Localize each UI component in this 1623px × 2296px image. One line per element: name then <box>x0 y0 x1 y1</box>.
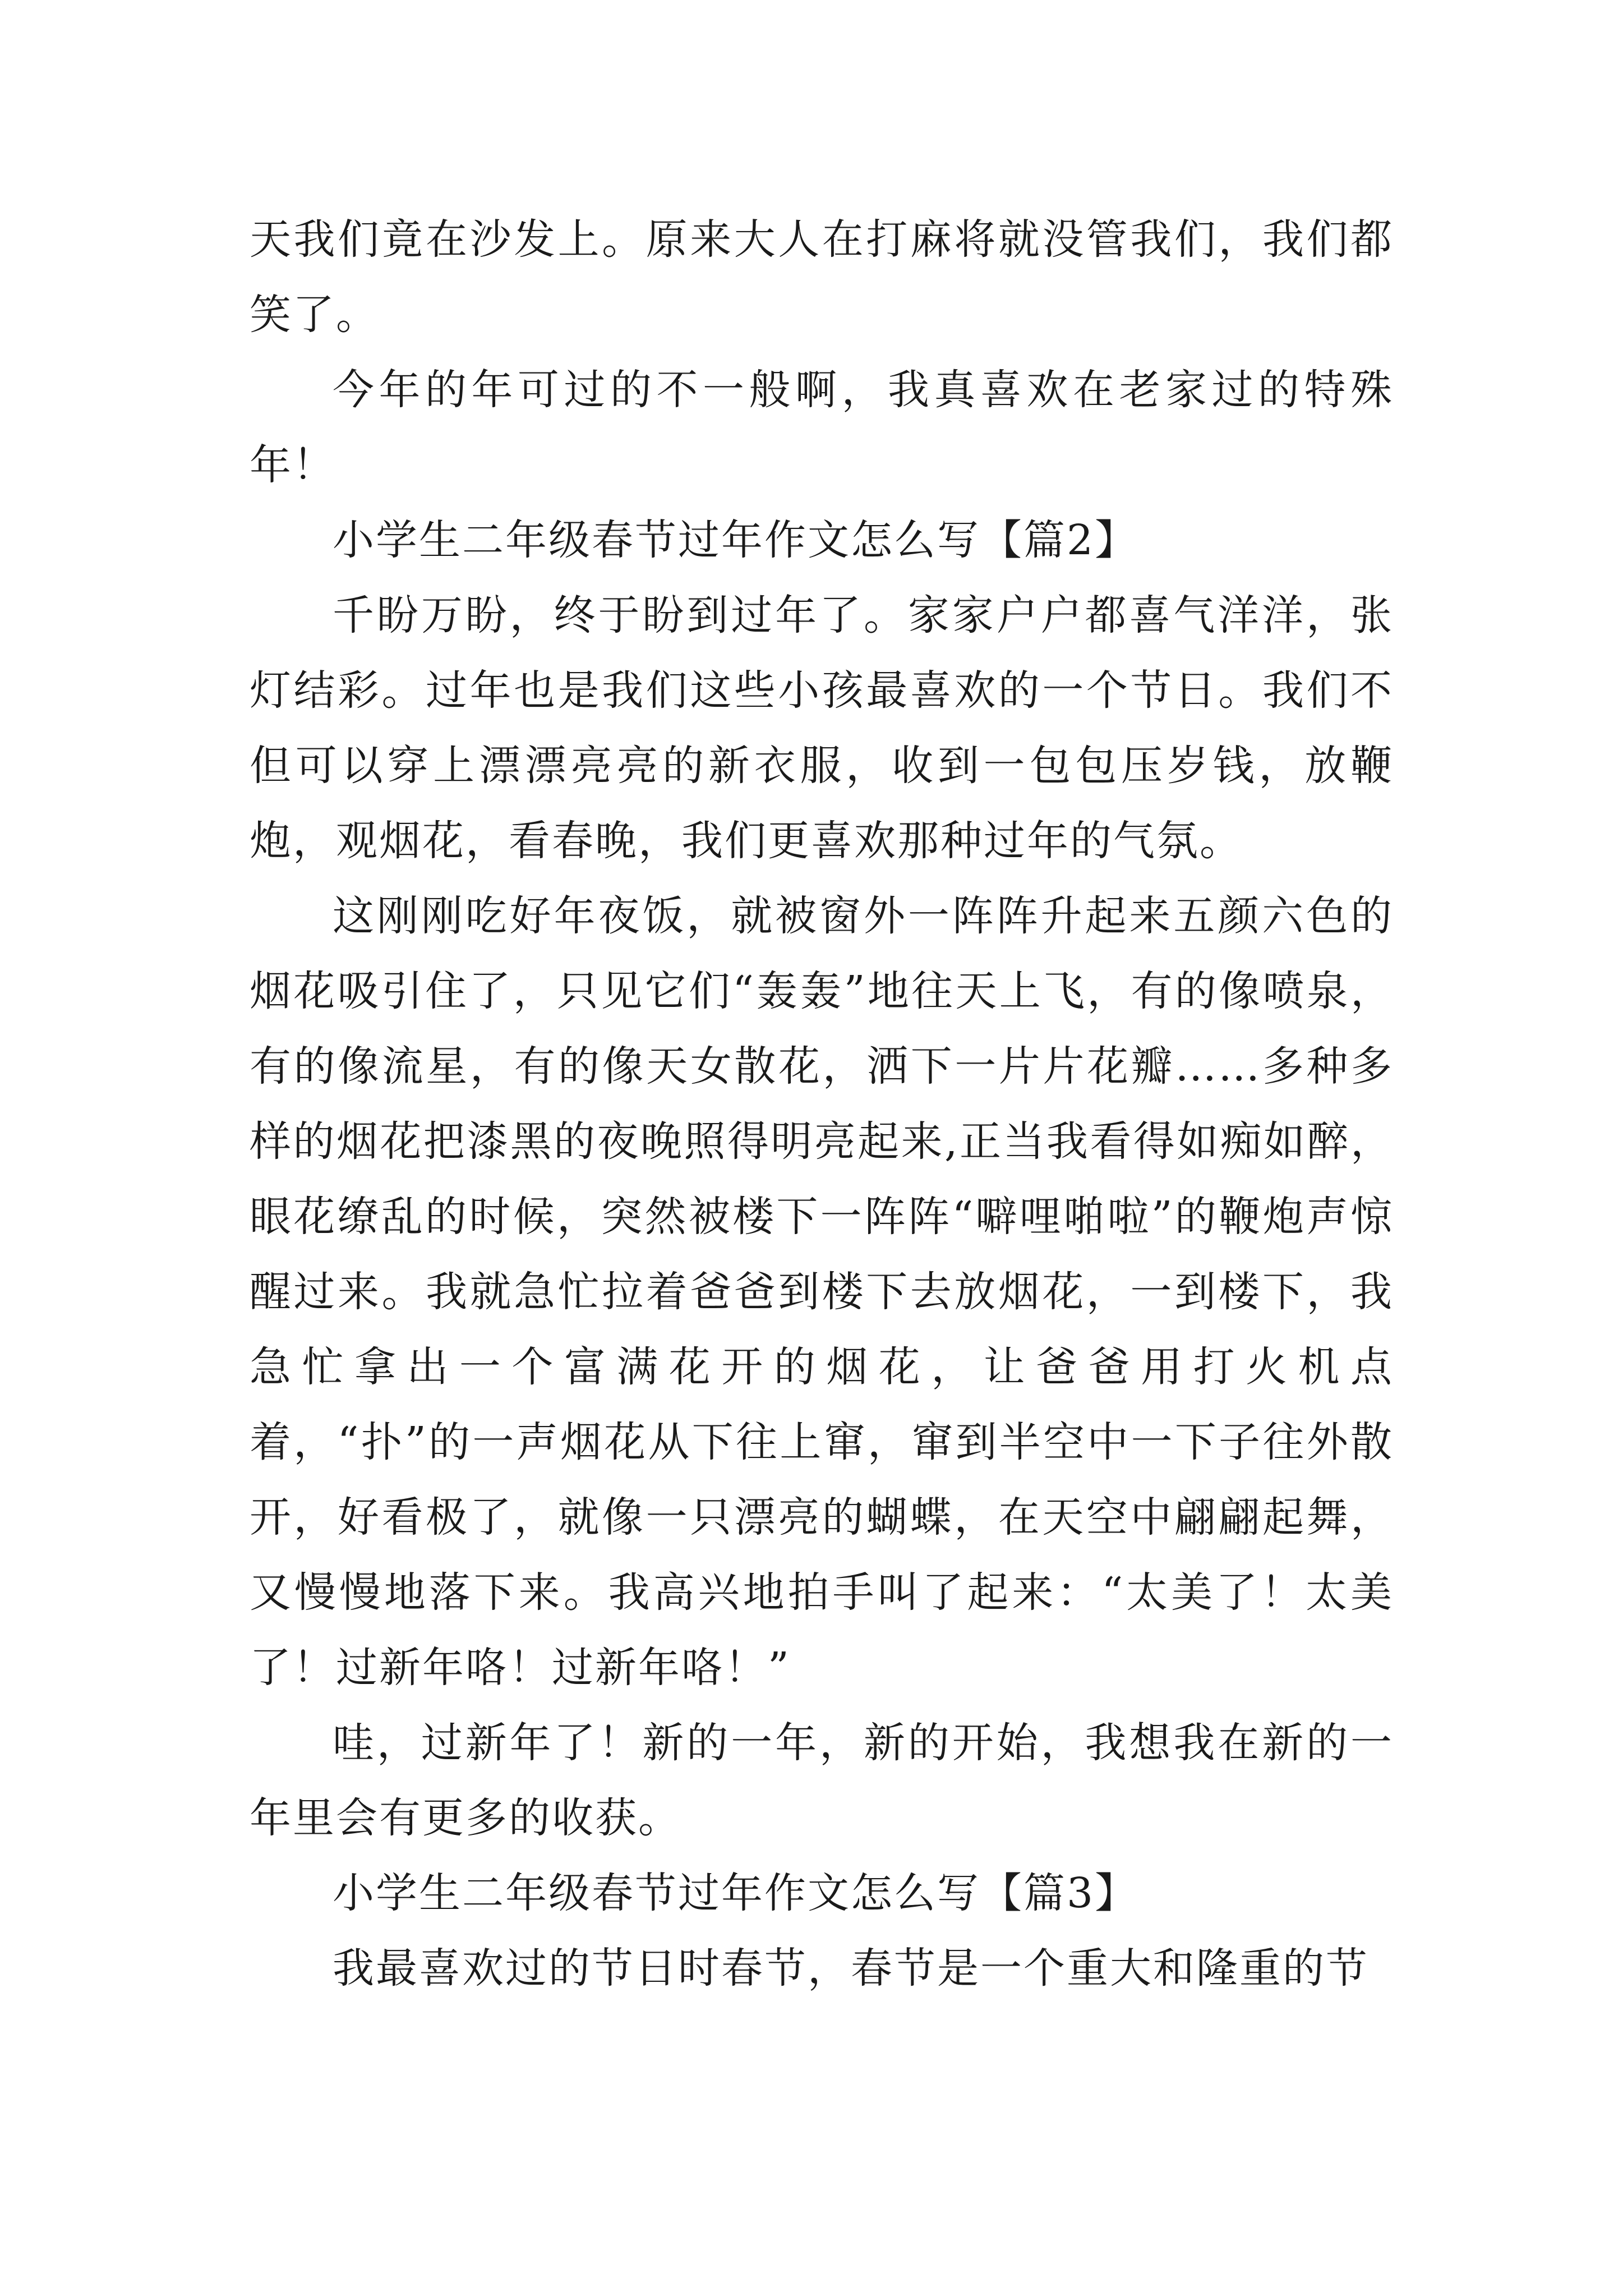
document-body <box>250 202 1394 2006</box>
section-heading-2: 小学生二年级春节过年作文怎么写【篇2】 <box>333 516 1138 564</box>
paragraph-fireworks: 这刚刚吃好年夜饭，就被窗外一阵阵升起来五颜六色的烟花吸引住了，只见它们“轰轰”地往天上飞，有的像喷泉，有的像流星，有的像天女散花，洒下一片片花瓣……多种多样的烟花把漆黑的夜晚照得明亮起来,正当我看得如痴如醉，眼花缭乱的时候，突然被楼下一阵阵“噼哩啪啦”的鞭炮声惊醒过来。我就急忙拉着爸爸到楼下去放烟花，一到楼下，我急忙拿出一个富满花开的烟花，让爸爸用打火机点着，“扑”的一声烟花从下往上窜，窜到半空中一下子往外散开，好看极了，就像一只漂亮的蝴蝶，在天空中翩翩起舞，又慢慢地落下来。我高兴地拍手叫了起来：“太美了！太美了！过新年咯！过新年咯！” <box>250 892 1394 1692</box>
paragraph-continuation: 天我们竟在沙发上。原来大人在打麻将就没管我们，我们都笑了。 <box>250 215 1394 339</box>
paragraph-new-year: 哇，过新年了！新的一年，新的开始，我想我在新的一年里会有更多的收获。 <box>250 1719 1394 1842</box>
section-heading-3: 小学生二年级春节过年作文怎么写【篇3】 <box>333 1869 1138 1917</box>
paragraph-closing: 今年的年可过的不一般啊，我真喜欢在老家过的特殊年！ <box>250 366 1394 489</box>
paragraph-spring-festival: 我最喜欢过的节日时春节，春节是一个重大和隆重的节 <box>333 1944 1369 1993</box>
paragraph-intro: 千盼万盼，终于盼到过年了。家家户户都喜气洋洋，张灯结彩。过年也是我们这些小孩最喜欢的一个节日。我们不但可以穿上漂漂亮亮的新衣服，收到一包包压岁钱，放鞭炮，观烟花，看春晚，我们更喜欢那种过年的气氛。 <box>250 591 1394 865</box>
